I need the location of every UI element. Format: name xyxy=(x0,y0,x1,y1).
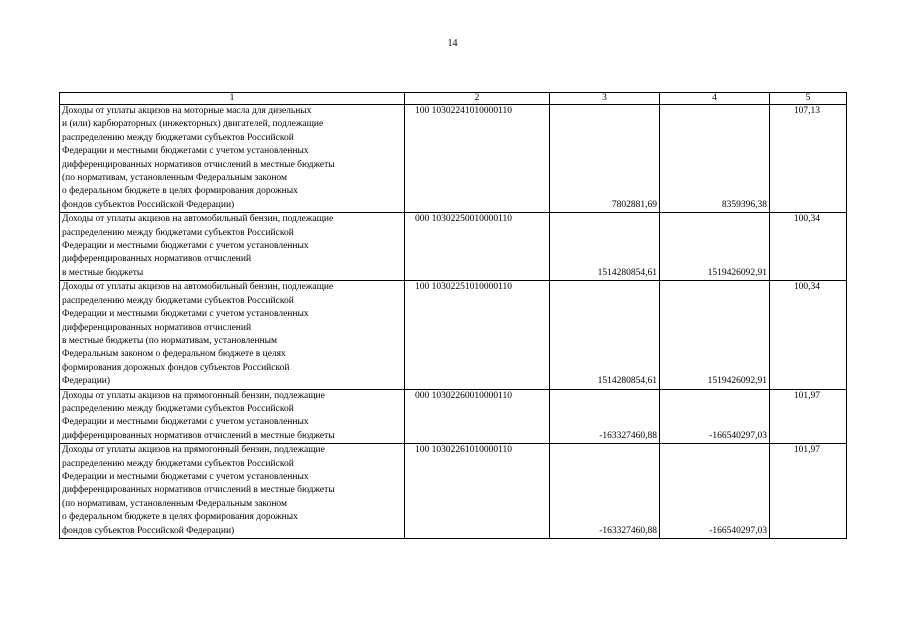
table-row xyxy=(60,213,847,281)
row-col5-percent: 100,34 xyxy=(770,213,847,281)
row-description: Доходы от уплаты акцизов на моторные масла для дизельных и (или) карбюраторных (инжекторных) двигателей, подлежащие распределению между бюджетами субъектов Российской Федерации и местными бюджетами с учетом установленных дифференцированных нормативов отчислений в местные бюджеты (по нормативам, установленным Федеральным законом о федеральном бюджете в целях формирования дорожных фондов субъектов Российской Федерации) xyxy=(60,105,405,213)
row-col5-percent: 107,13 xyxy=(770,105,847,213)
page-number: 14 xyxy=(447,38,458,49)
row-col5-percent: 100,34 xyxy=(770,281,847,389)
row-col3-value: -163327460,88 xyxy=(550,444,660,539)
row-col3-value: 1514280854,61 xyxy=(550,281,660,389)
row-col4-value: 1519426092,91 xyxy=(660,213,770,281)
row-description: Доходы от уплаты акцизов на автомобильный бензин, подлежащие распределению между бюджетами субъектов Российской Федерации и местными бюджетами с учетом установленных дифференцированных нормативов отчислений в местные бюджеты (по нормативам, установленным Федеральным законом о федеральном бюджете в целях формирования дорожных фондов субъектов Российской Федерации) xyxy=(60,281,405,389)
row-code: 000 10302250010000110 xyxy=(405,213,550,281)
row-col3-value: -163327460,88 xyxy=(550,389,660,444)
column-header-4: 4 xyxy=(660,93,770,105)
row-code: 100 10302261010000110 xyxy=(405,444,550,539)
row-col5-percent: 101,97 xyxy=(770,444,847,539)
table-row xyxy=(60,281,847,389)
row-col4-value: -166540297,03 xyxy=(660,444,770,539)
table-header-row xyxy=(60,93,847,105)
table-row xyxy=(60,444,847,539)
column-header-5: 5 xyxy=(770,93,847,105)
column-header-2: 2 xyxy=(405,93,550,105)
table-row xyxy=(60,105,847,213)
row-description: Доходы от уплаты акцизов на прямогонный бензин, подлежащие распределению между бюджетами субъектов Российской Федерации и местными бюджетами с учетом установленных дифференцированных нормативов отчислений в местные бюджеты xyxy=(60,389,405,444)
row-col4-value: 8359396,38 xyxy=(660,105,770,213)
budget-table xyxy=(59,92,847,539)
row-col5-percent: 101,97 xyxy=(770,389,847,444)
row-description: Доходы от уплаты акцизов на прямогонный бензин, подлежащие распределению между бюджетами субъектов Российской Федерации и местными бюджетами с учетом установленных дифференцированных нормативов отчислений в местные бюджеты (по нормативам, установленным Федеральным законом о федеральном бюджете в целях формирования дорожных фондов субъектов Российской Федерации) xyxy=(60,444,405,539)
row-col4-value: -166540297,03 xyxy=(660,389,770,444)
row-code: 100 10302251010000110 xyxy=(405,281,550,389)
row-code: 100 10302241010000110 xyxy=(405,105,550,213)
column-header-3: 3 xyxy=(550,93,660,105)
table-row xyxy=(60,389,847,444)
row-col3-value: 1514280854,61 xyxy=(550,213,660,281)
row-col4-value: 1519426092,91 xyxy=(660,281,770,389)
row-code: 000 10302260010000110 xyxy=(405,389,550,444)
column-header-1: 1 xyxy=(60,93,405,105)
row-description: Доходы от уплаты акцизов на автомобильный бензин, подлежащие распределению между бюджетами субъектов Российской Федерации и местными бюджетами с учетом установленных дифференцированных нормативов отчислений в местные бюджеты xyxy=(60,213,405,281)
row-col3-value: 7802881,69 xyxy=(550,105,660,213)
